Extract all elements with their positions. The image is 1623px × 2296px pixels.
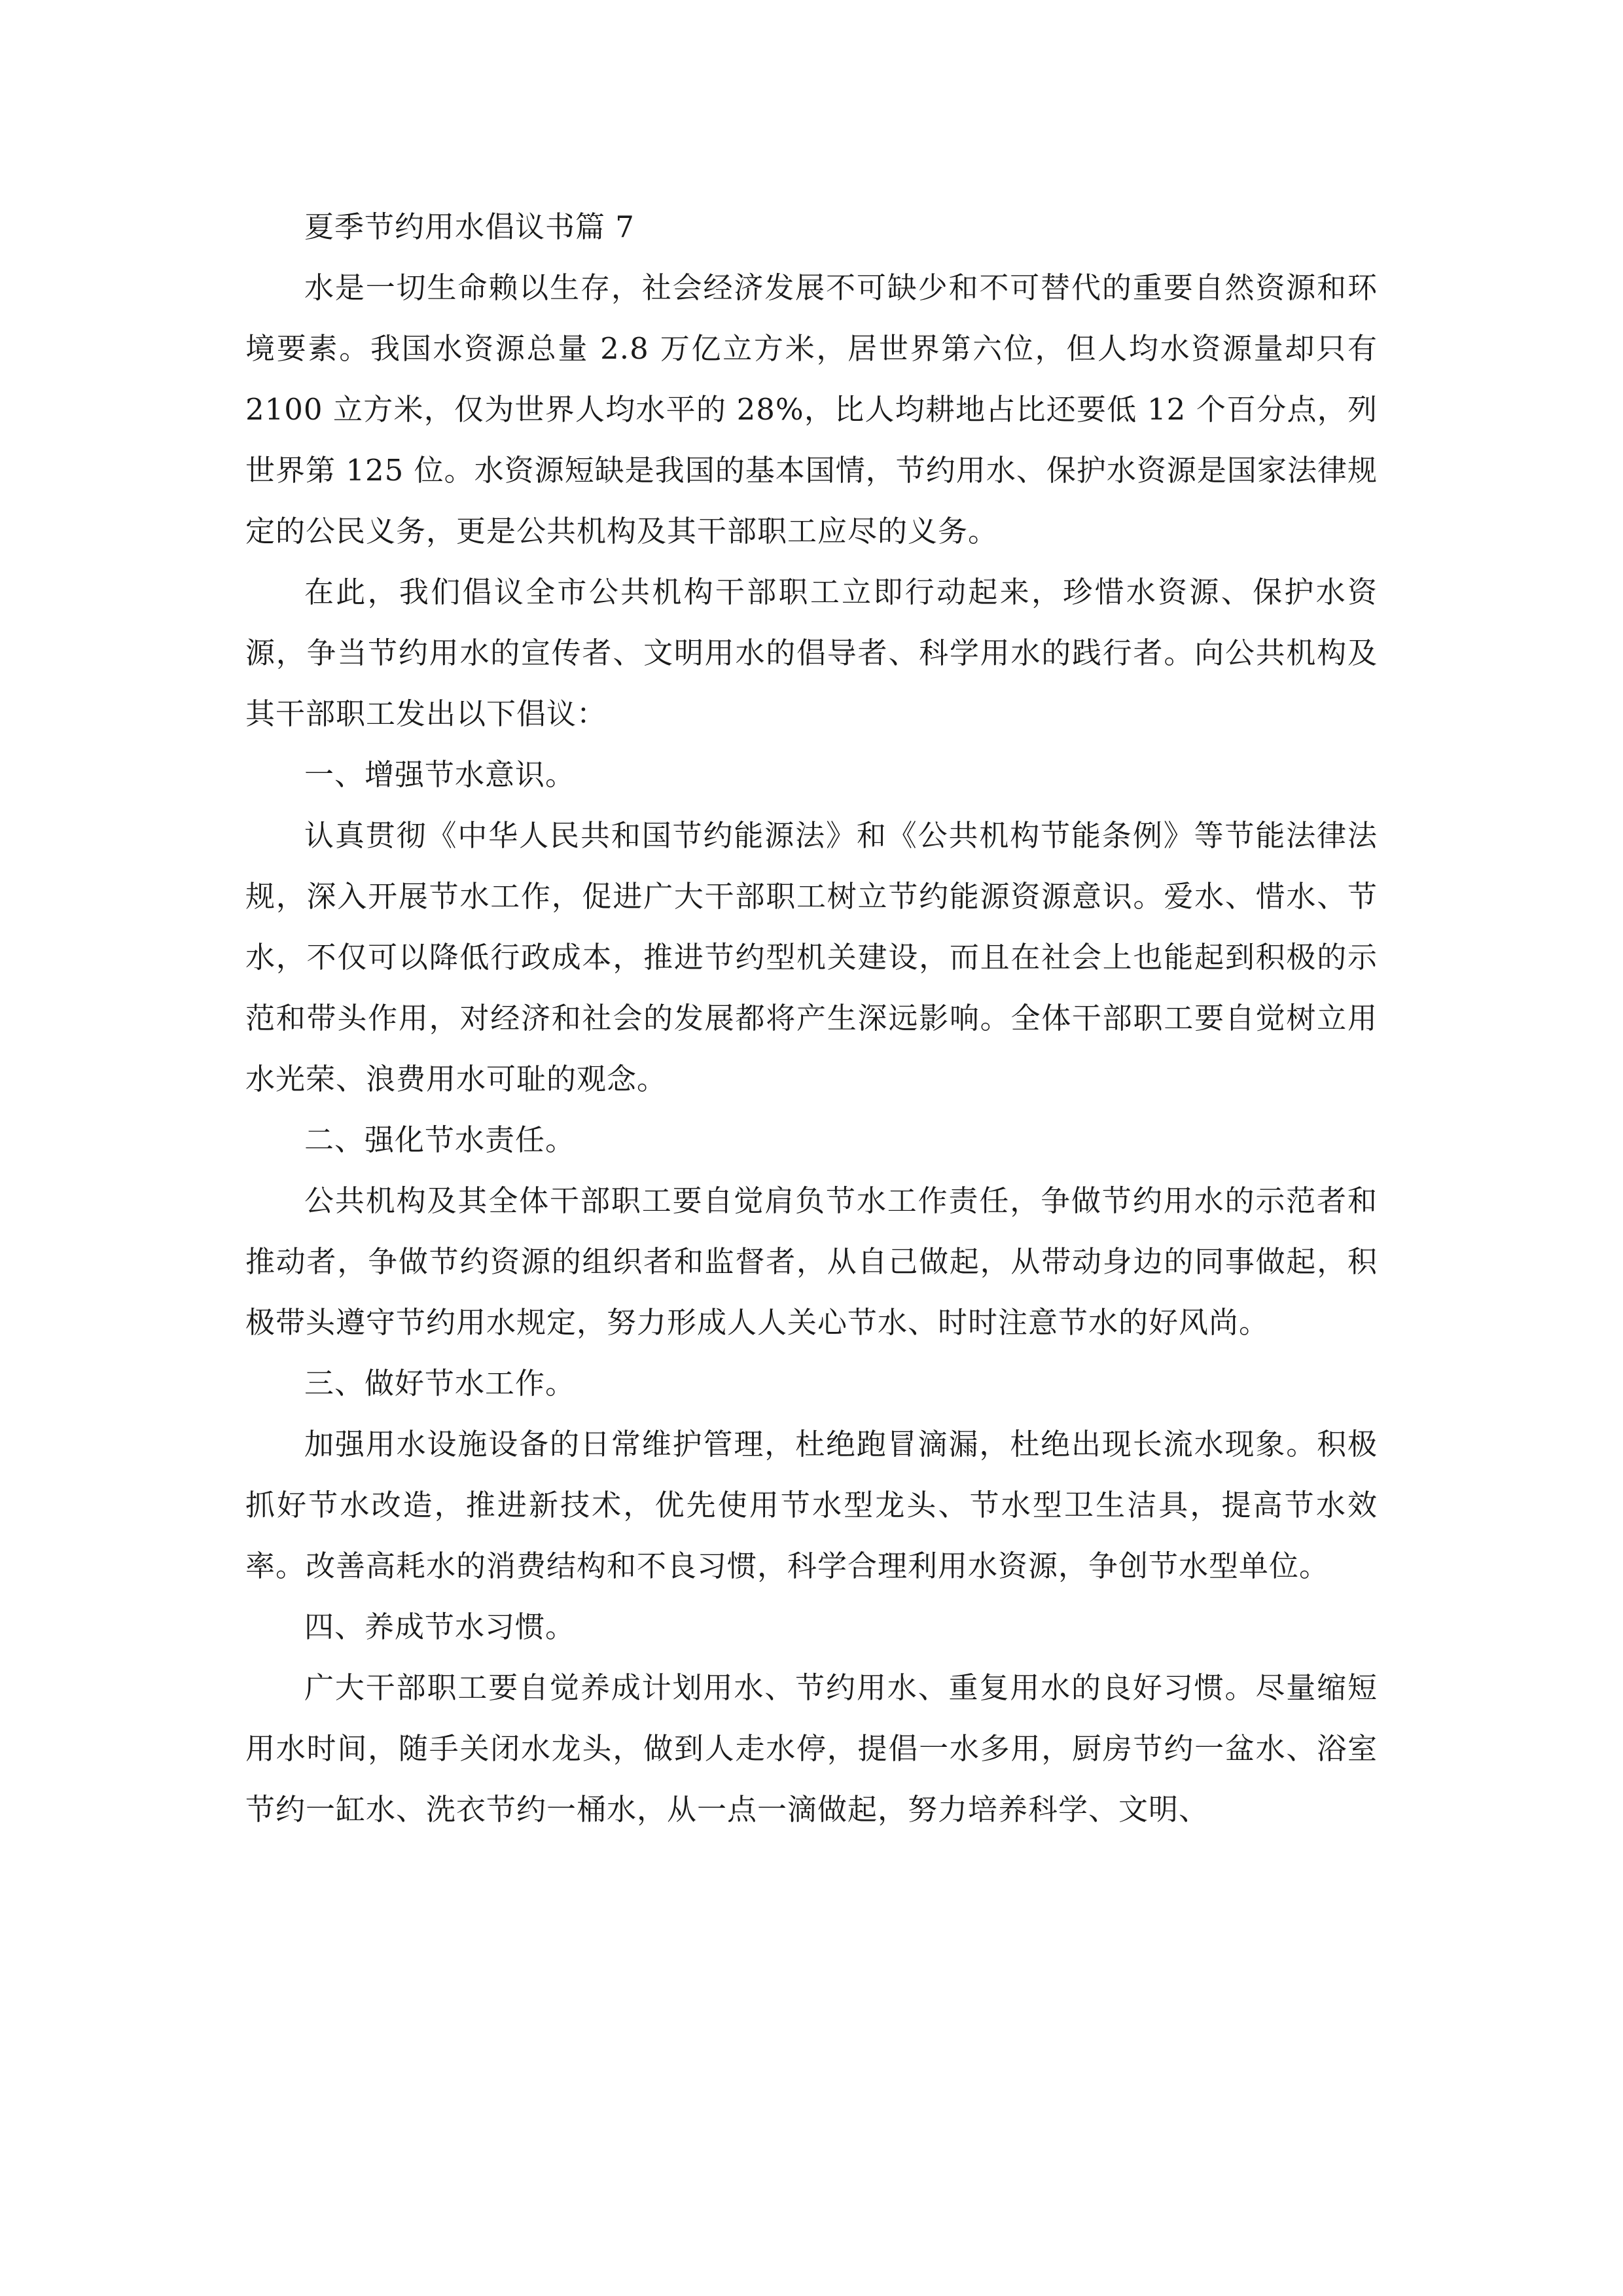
section-heading-1: 一、增强节水意识。 [304, 757, 576, 792]
document-title: 夏季节约用水倡议书篇 7 [304, 209, 635, 244]
section-heading-2: 二、强化节水责任。 [304, 1122, 576, 1157]
paragraph-section-2: 公共机构及其全体干部职工要自觉肩负节水工作责任，争做节约用水的示范者和推动者，争做节约资源的组织者和监督者，从自己做起，从带动身边的同事做起，积极带头遵守节约用水规定，努力形成人人关心节水、时时注意节水的好风尚。 [245, 1183, 1378, 1340]
paragraph-section-1: 认真贯彻《中华人民共和国节约能源法》和《公共机构节能条例》等节能法律法规，深入开展节水工作，促进广大干部职工树立节约能源资源意识。爱水、惜水、节水，不仅可以降低行政成本，推进节约型机关建设，而且在社会上也能起到积极的示范和带头作用，对经济和社会的发展都将产生深远影响。全体干部职工要自觉树立用水光荣、浪费用水可耻的观念。 [245, 818, 1378, 1096]
paragraph-section-3: 加强用水设施设备的日常维护管理，杜绝跑冒滴漏，杜绝出现长流水现象。积极抓好节水改造，推进新技术，优先使用节水型龙头、节水型卫生洁具，提高节水效率。改善高耗水的消费结构和不良习惯，科学合理利用水资源，争创节水型单位。 [245, 1427, 1378, 1583]
document-body [245, 196, 1378, 1840]
paragraph-appeal: 在此，我们倡议全市公共机构干部职工立即行动起来，珍惜水资源、保护水资源，争当节约用水的宣传者、文明用水的倡导者、科学用水的践行者。向公共机构及其干部职工发出以下倡议： [245, 575, 1378, 731]
section-heading-3: 三、做好节水工作。 [304, 1366, 576, 1401]
section-heading-4: 四、养成节水习惯。 [304, 1609, 576, 1644]
paragraph-intro: 水是一切生命赖以生存，社会经济发展不可缺少和不可替代的重要自然资源和环境要素。我国水资源总量 2.8 万亿立方米，居世界第六位，但人均水资源量却只有 2100 立方米，仅为世界人均水平的 28%，比人均耕地占比还要低 12 个百分点，列世界第 125 位。水资源短缺是我国的基本国情，节约用水、保护水资源是国家法律规定的公民义务，更是公共机构及其干部职工应尽的义务。 [245, 270, 1378, 548]
paragraph-section-4: 广大干部职工要自觉养成计划用水、节约用水、重复用水的良好习惯。尽量缩短用水时间，随手关闭水龙头，做到人走水停，提倡一水多用，厨房节约一盆水、浴室节约一缸水、洗衣节约一桶水，从一点一滴做起，努力培养科学、文明、 [245, 1670, 1378, 1827]
